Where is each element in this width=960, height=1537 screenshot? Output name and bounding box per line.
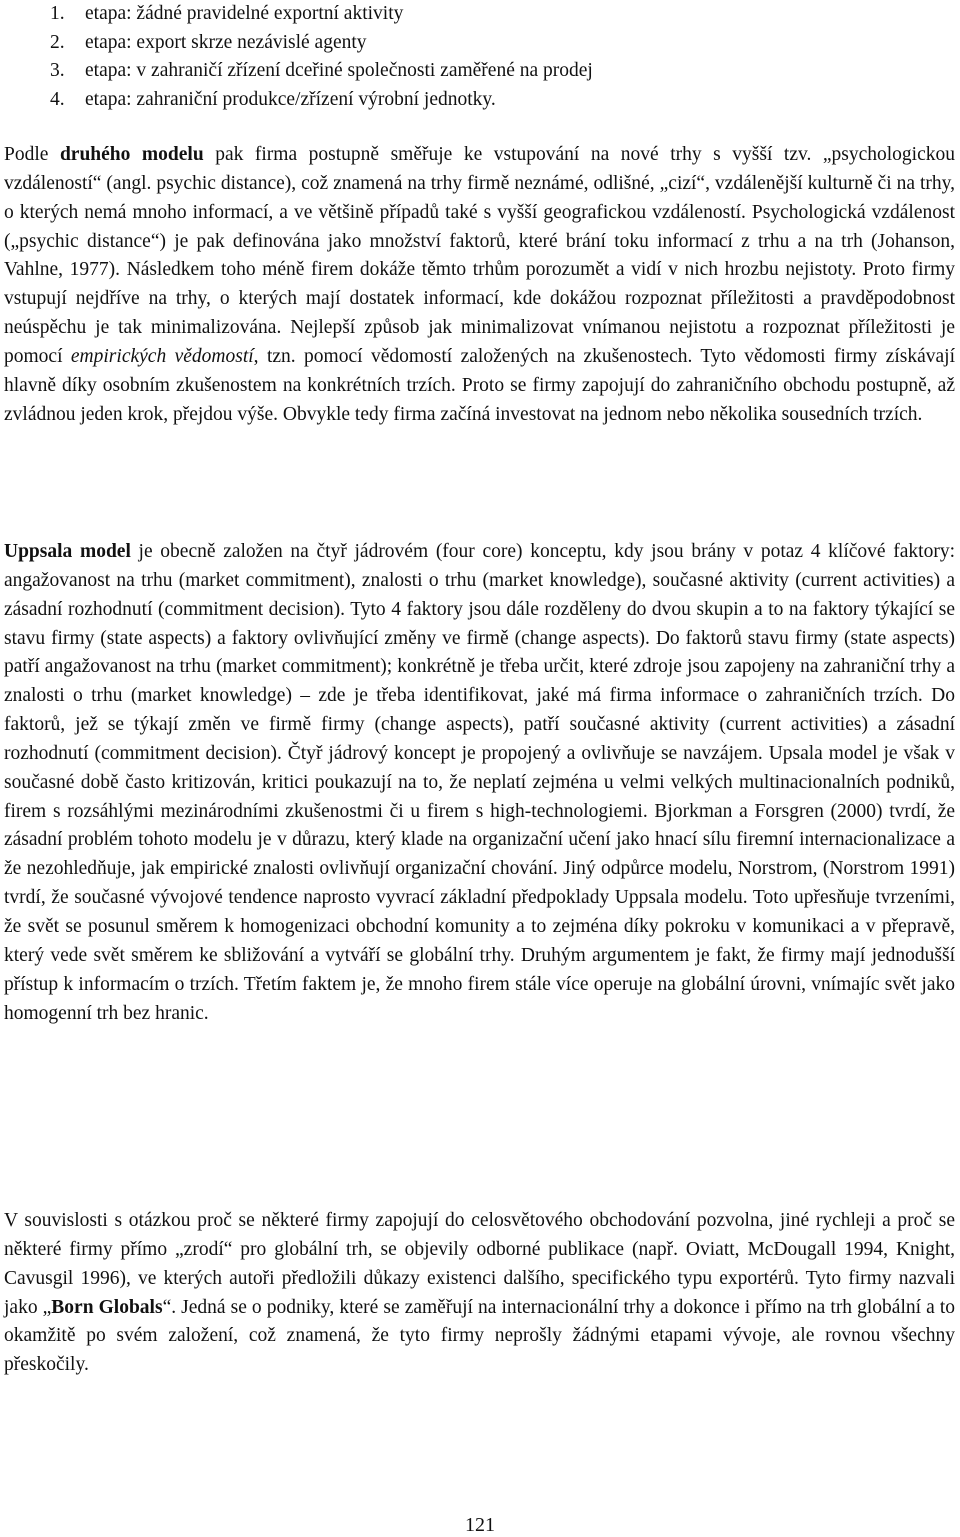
text-run: pak firma postupně směřuje ke vstupování na nové trhy s vyšší tzv. „psychologickou vzdáleností“ (angl. psychic distance), což znamená na trhy firmě neznámé, odlišné, „cizí“, vzdálenější kulturně či na trhy, o kterých nemá mnoho informací, a ve většině případů také s vyšší geografickou vzdáleností. Psychologická vzdálenost („psychic distance“) je pak definována jako množství faktorů, které brání toku informací z trhu a na trh (Johanson, Vahlne, 1977). Následkem toho méně firem dokáže těmto trhům porozumět a vidí v nich hrozbu nejistoty. Proto firmy vstupují nejdříve na trhy, o kterých mají dostatek informací, kde dokážou rozpoznat příležitosti a pravděpodobnost neúspěchu je tak minimalizována. Nejlepší způsob jak minimalizovat vnímanou nejistotu a rozpoznat příležitosti je pomocí bbox=[4, 144, 956, 367]
list-item-number: 3. bbox=[50, 60, 65, 82]
list-item-number: 2. bbox=[50, 31, 65, 53]
paragraph-second-model bbox=[4, 141, 955, 429]
bold-term: Born Globals bbox=[51, 1296, 163, 1318]
page-number: 121 bbox=[465, 1514, 495, 1536]
list-item-text: etapa: žádné pravidelné exportní aktivity bbox=[85, 3, 404, 24]
bold-term: Uppsala model bbox=[4, 541, 131, 562]
list-item-text: etapa: zahraniční produkce/zřízení výrobní jednotky. bbox=[85, 89, 496, 111]
text-run: , tzn. pomocí vědomostí založených na zkušenostech. Tyto vědomosti firmy získávají hlavně díky osobním zkušenostem na konkrétních trzích. Proto se firmy zapojují do zahraničního obchodu postupně, až zvládnou jeden krok, přejdou výše. Obvykle tedy firma začíná investovat na jednom nebo několika sousedních trzích. bbox=[4, 345, 955, 425]
list-item bbox=[50, 29, 593, 58]
text-run: je obecně založen na čtyř jádrovém (four core) konceptu, kdy jsou brány v potaz 4 klíčové faktory: angažovanost na trhu (market commitment), znalosti o trhu (market knowledge), současné aktivity (current activities) a zásadní rozhodnutí (commitment decision). Tyto 4 faktory jsou dále rozděleny do dvou skupin a to na faktory týkající se stavu firmy (state aspects) a faktory ovlivňující změny ve firmě (change aspects). Do faktorů stavu firmy (state aspects) patří angažovanost na trhu (market commitment); konkrétně je třeba určit, které zdroje jsou zapojeny na zahraniční trhy a znalosti o trhu (market knowledge) – zde je třeba identifikovat, jaké má firma informace o zahraničních trzích. Do faktorů, jež se týkají změn ve firmě firmy (change aspects), patří současné aktivity (current activities) a zásadní rozhodnutí (commitment decision). Čtyř jádrový koncept je propojený a ovlivňuje se navzájem. Upsala model je však v současné době často kritizován, kritici poukazují na to, že neplatí zejména u velmi velkých multinacionalních podniků, firem s rozsáhlými mezinárodními zkušenostmi či u firem s high-technologiemi. Bjorkman a Forsgren (2000) tvrdí, že zásadní problém tohoto modelu je v důrazu, který klade na organizační učení jako hnací sílu firemní internacionalizace a že nezohledňuje, jak empirické znalosti ovlivňují organizační chování. Jiný odpůrce modelu, Norstrom, (Norstrom 1991) tvrdí, že současné vývojové tendence naprosto vyvrací základní předpoklady Uppsala modelu. Toto upřesňuje tvrzeními, že svět se posunul směrem k homogenizaci obchodní komunity a to zejména díky pokroku v komunikaci a v přepravě, který vede svět směrem ke sbližování a vytváří se globální trhy. Druhým argumentem je fakt, že firmy mají jednodušší přístup k informacím o trzích. Třetím faktem je, že mnoho firem stále více operuje na globální úrovni, vnímajíc svět jako homogenní trh bez hranic. bbox=[4, 541, 955, 1024]
list-item bbox=[50, 86, 593, 115]
text-run: “. Jedná se o podniky, které se zaměřují na internacionální trhy a dokonce i přímo na trh globální a to okamžitě po svém založení, což znamená, že tyto firmy neprošly žádnými etapami vývoje, ale rovnou všechny přeskočily. bbox=[4, 1296, 955, 1376]
bold-term: druhého modelu bbox=[59, 144, 204, 165]
text-run: Podle bbox=[4, 144, 60, 165]
italic-term: empirických vědomostí bbox=[70, 345, 254, 367]
list-item-text: etapa: v zahraničí zřízení dceřiné společnosti zaměřené na prodej bbox=[85, 60, 593, 82]
list-item-text: etapa: export skrze nezávislé agenty bbox=[85, 31, 367, 53]
text-run: V souvislosti s otázkou proč se některé firmy zapojují do celosvětového obchodování pozvolna, jiné rychleji a proč se některé firmy přímo „zrodí“ pro globální trh, se objevily odborné publikace (např. Oviatt, McDougall 1994, Knight, Cavusgil 1996), ve kterých autoři předložili důkazy existenci dalšího, specifického typu exportérů. Tyto firmy nazvali jako „ bbox=[4, 1210, 955, 1318]
internationalization-stages-list bbox=[50, 0, 593, 115]
list-item-number: 4. bbox=[50, 89, 65, 111]
paragraph-uppsala-model bbox=[4, 538, 955, 1028]
list-item bbox=[50, 0, 593, 29]
paragraph-born-globals bbox=[4, 1207, 955, 1380]
list-item bbox=[50, 57, 593, 86]
list-item-number: 1. bbox=[50, 3, 65, 24]
